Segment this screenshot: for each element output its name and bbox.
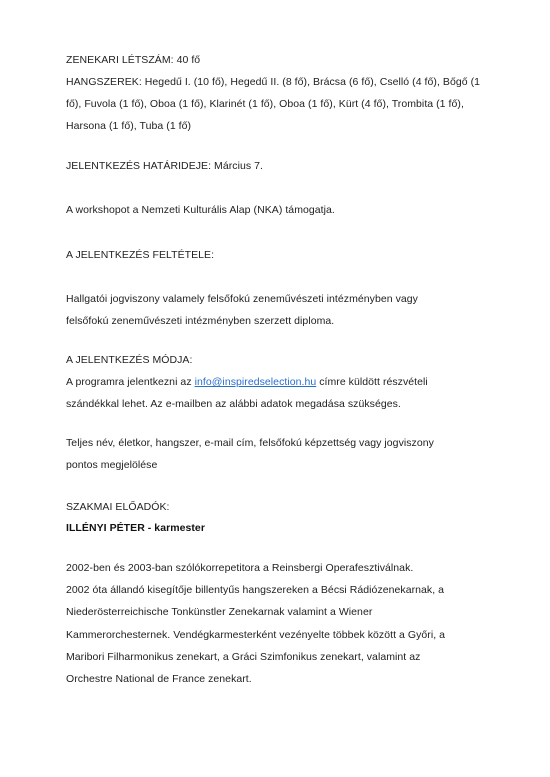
application-deadline: JELENTKEZÉS HATÁRIDEJE: Március 7. [66,160,263,172]
lecturers-heading: SZAKMAI ELŐADÓK: [66,501,170,513]
instruments-line-2: fő), Fuvola (1 fő), Oboa (1 fő), Klarinét (1 fő), Oboa (1 fő), Kürt (4 fő), Trombita (1 fő), [66,98,464,110]
application-method-text-pre: A programra jelentkezni az [66,376,195,388]
orchestra-size: ZENEKARI LÉTSZÁM: 40 fő [66,54,201,66]
lecturer-bio-line-1: 2002-ben és 2003-ban szólókorrepetitora a Reinsbergi Operafesztiválnak. [66,562,414,574]
email-link[interactable]: info@inspiredselection.hu [194,376,317,388]
lecturer-name: ILLÉNYI PÉTER - karmester [66,522,205,534]
instruments-line-3: Harsona (1 fő), Tuba (1 fő) [66,120,192,132]
funding-note: A workshopot a Nemzeti Kulturális Alap (NKA) támogatja. [66,204,335,216]
lecturer-bio-line-4: Kammerorchesternek. Vendégkarmesterként vezényelte többek között a Győri, a [66,629,446,641]
lecturer-bio-line-2: 2002 óta állandó kisegítője billentyűs hangszereken a Bécsi Rádiózenekarnak, a [66,584,445,596]
application-method-line-1 [66,375,428,389]
application-method-line-2: szándékkal lehet. Az e-mailben az alábbi adatok megadása szükséges. [66,398,401,410]
lecturer-bio-line-3: Niederösterreichische Tonkünstler Zenekarnak valamint a Wiener [66,606,373,618]
requirements-line-2: felsőfokú zeneművészeti intézményben szerzett diploma. [66,315,335,327]
application-method-text-post: címre küldött részvételi [316,376,428,388]
lecturer-bio-line-6: Orchestre National de France zenekart. [66,673,252,685]
application-method-heading: A JELENTKEZÉS MÓDJA: [66,354,193,366]
required-data-line-2: pontos megjelölése [66,459,158,471]
required-data-line-1: Teljes név, életkor, hangszer, e-mail cím, felsőfokú képzettség vagy jogviszony [66,437,434,449]
instruments-line-1: HANGSZEREK: Hegedű I. (10 fő), Hegedű II. (8 fő), Brácsa (6 fő), Cselló (4 fő), Bőgő (1 [66,76,481,88]
lecturer-bio-line-5: Maribori Filharmonikus zenekart, a Gráci Szimfonikus zenekart, valamint az [66,651,421,663]
requirements-line-1: Hallgatói jogviszony valamely felsőfokú zeneművészeti intézményben vagy [66,293,418,305]
requirements-heading: A JELENTKEZÉS FELTÉTELE: [66,249,215,261]
